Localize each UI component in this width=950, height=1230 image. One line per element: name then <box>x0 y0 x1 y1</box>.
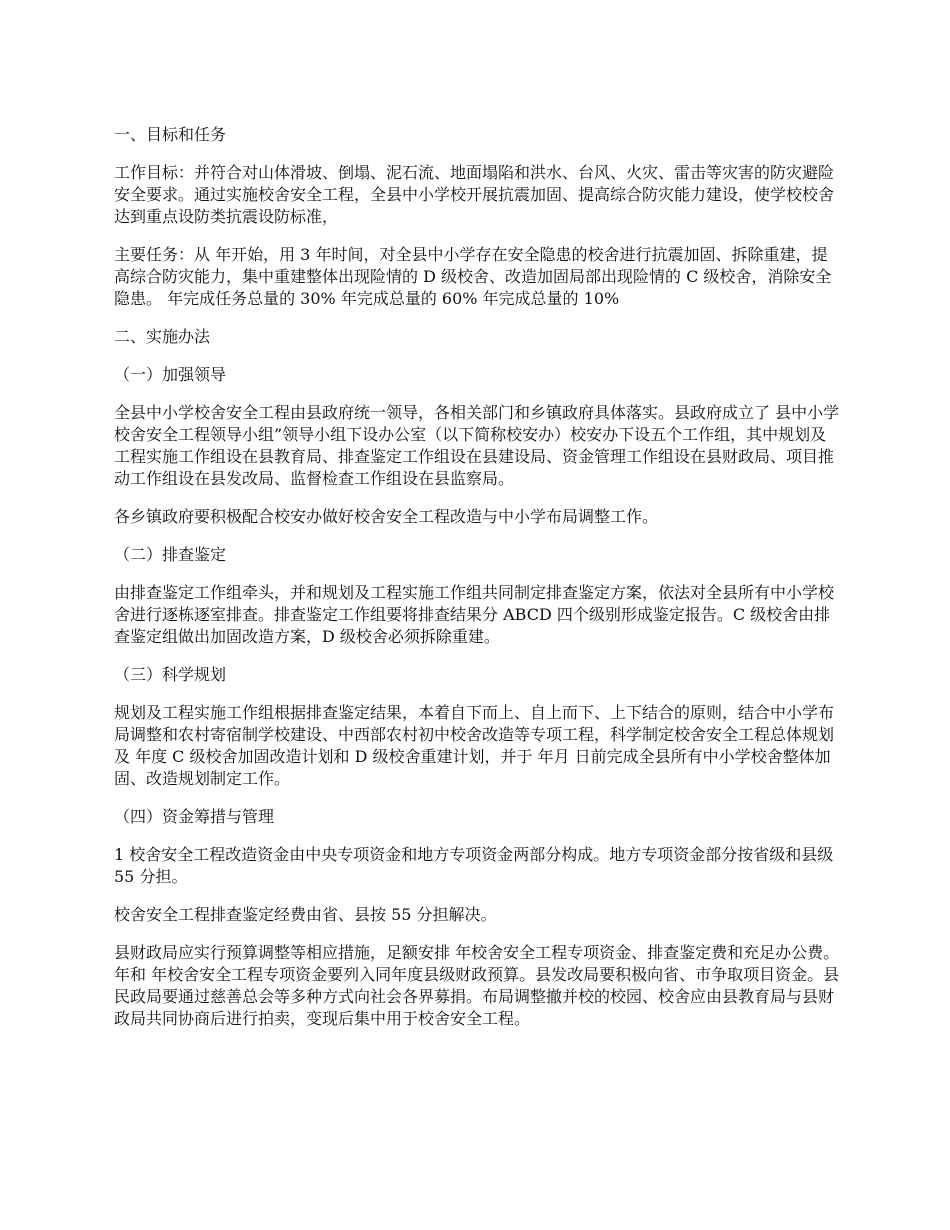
paragraph-budget-measures: 县财政局应实行预算调整等相应措施，足额安排 年校舍安全工程专项资金、排查鉴定费和充足办公费。 年和 年校舍安全工程专项资金要列入同年度县级财政预算。县发改局要积极向省、市争取项目资金。县民政局要通过慈善总会等多种方式向社会各界募捐。布局调整撤并校的校园、校舍应由县教育局与县财政局共同协商后进行拍卖，变现后集中用于校舍安全工程。 <box>114 943 840 1028</box>
subheading-funding: （四）资金筹措与管理 <box>114 807 275 826</box>
subheading-inspection: （二）排查鉴定 <box>114 545 227 564</box>
paragraph-township-cooperation: 各乡镇政府要积极配合校安办做好校舍安全工程改造与中小学布局调整工作。 <box>114 507 659 526</box>
section-heading-implementation: 二、实施办法 <box>114 327 211 346</box>
paragraph-inspection-funding: 校舍安全工程排查鉴定经费由省、县按 55 分担解决。 <box>114 905 497 924</box>
subheading-leadership: （一）加强领导 <box>114 365 227 384</box>
paragraph-main-tasks: 主要任务：从 年开始，用 3 年时间，对全县中小学存在安全隐患的校舍进行抗震加固、拆除重建，提高综合防灾能力，集中重建整体出现险情的 D 级校舍、改造加固局部出现险情的 C 级校舍，消除安全隐患。 年完成任务总量的 30% 年完成总量的 60% 年完成总量的 10% <box>114 245 832 308</box>
paragraph-funding-sources: 1 校舍安全工程改造资金由中央专项资金和地方专项资金两部分构成。地方专项资金部分按省级和县级 55 分担。 <box>114 845 834 886</box>
paragraph-inspection: 由排查鉴定工作组牵头，并和规划及工程实施工作组共同制定排查鉴定方案，依法对全县所有中小学校舍进行逐栋逐室排查。排查鉴定工作组要将排查结果分 ABCD 四个级别形成鉴定报告。C 级校舍由排查鉴定组做出加固改造方案，D 级校舍必须拆除重建。 <box>114 583 835 646</box>
paragraph-leadership: 全县中小学校舍安全工程由县政府统一领导，各相关部门和乡镇政府具体落实。县政府成立了 县中小学校舍安全工程领导小组”领导小组下设办公室（以下简称校安办）校安办下设五个工作组，其中规划及工程实施工作组设在县教育局、排查鉴定工作组设在县建设局、资金管理工作组设在县财政局、项目推动工作组设在县发改局、监督检查工作组设在县监察局。 <box>114 403 840 488</box>
section-heading-goals: 一、目标和任务 <box>114 125 227 144</box>
paragraph-planning: 规划及工程实施工作组根据排查鉴定结果，本着自下而上、自上而下、上下结合的原则，结合中小学布局调整和农村寄宿制学校建设、中西部农村初中校舍改造等专项工程，科学制定校舍安全工程总体规划及 年度 C 级校舍加固改造计划和 D 级校舍重建计划，并于 年月 日前完成全县所有中小学校舍整体加固、改造规划制定工作。 <box>114 703 835 788</box>
paragraph-work-goal: 工作目标：并符合对山体滑坡、倒塌、泥石流、地面塌陷和洪水、台风、火灾、雷击等灾害的防灾避险安全要求。通过实施校舍安全工程，全县中小学校开展抗震加固、提高综合防灾能力建设，使学校校舍达到重点设防类抗震设防标准， <box>114 163 835 226</box>
subheading-planning: （三）科学规划 <box>114 665 227 684</box>
